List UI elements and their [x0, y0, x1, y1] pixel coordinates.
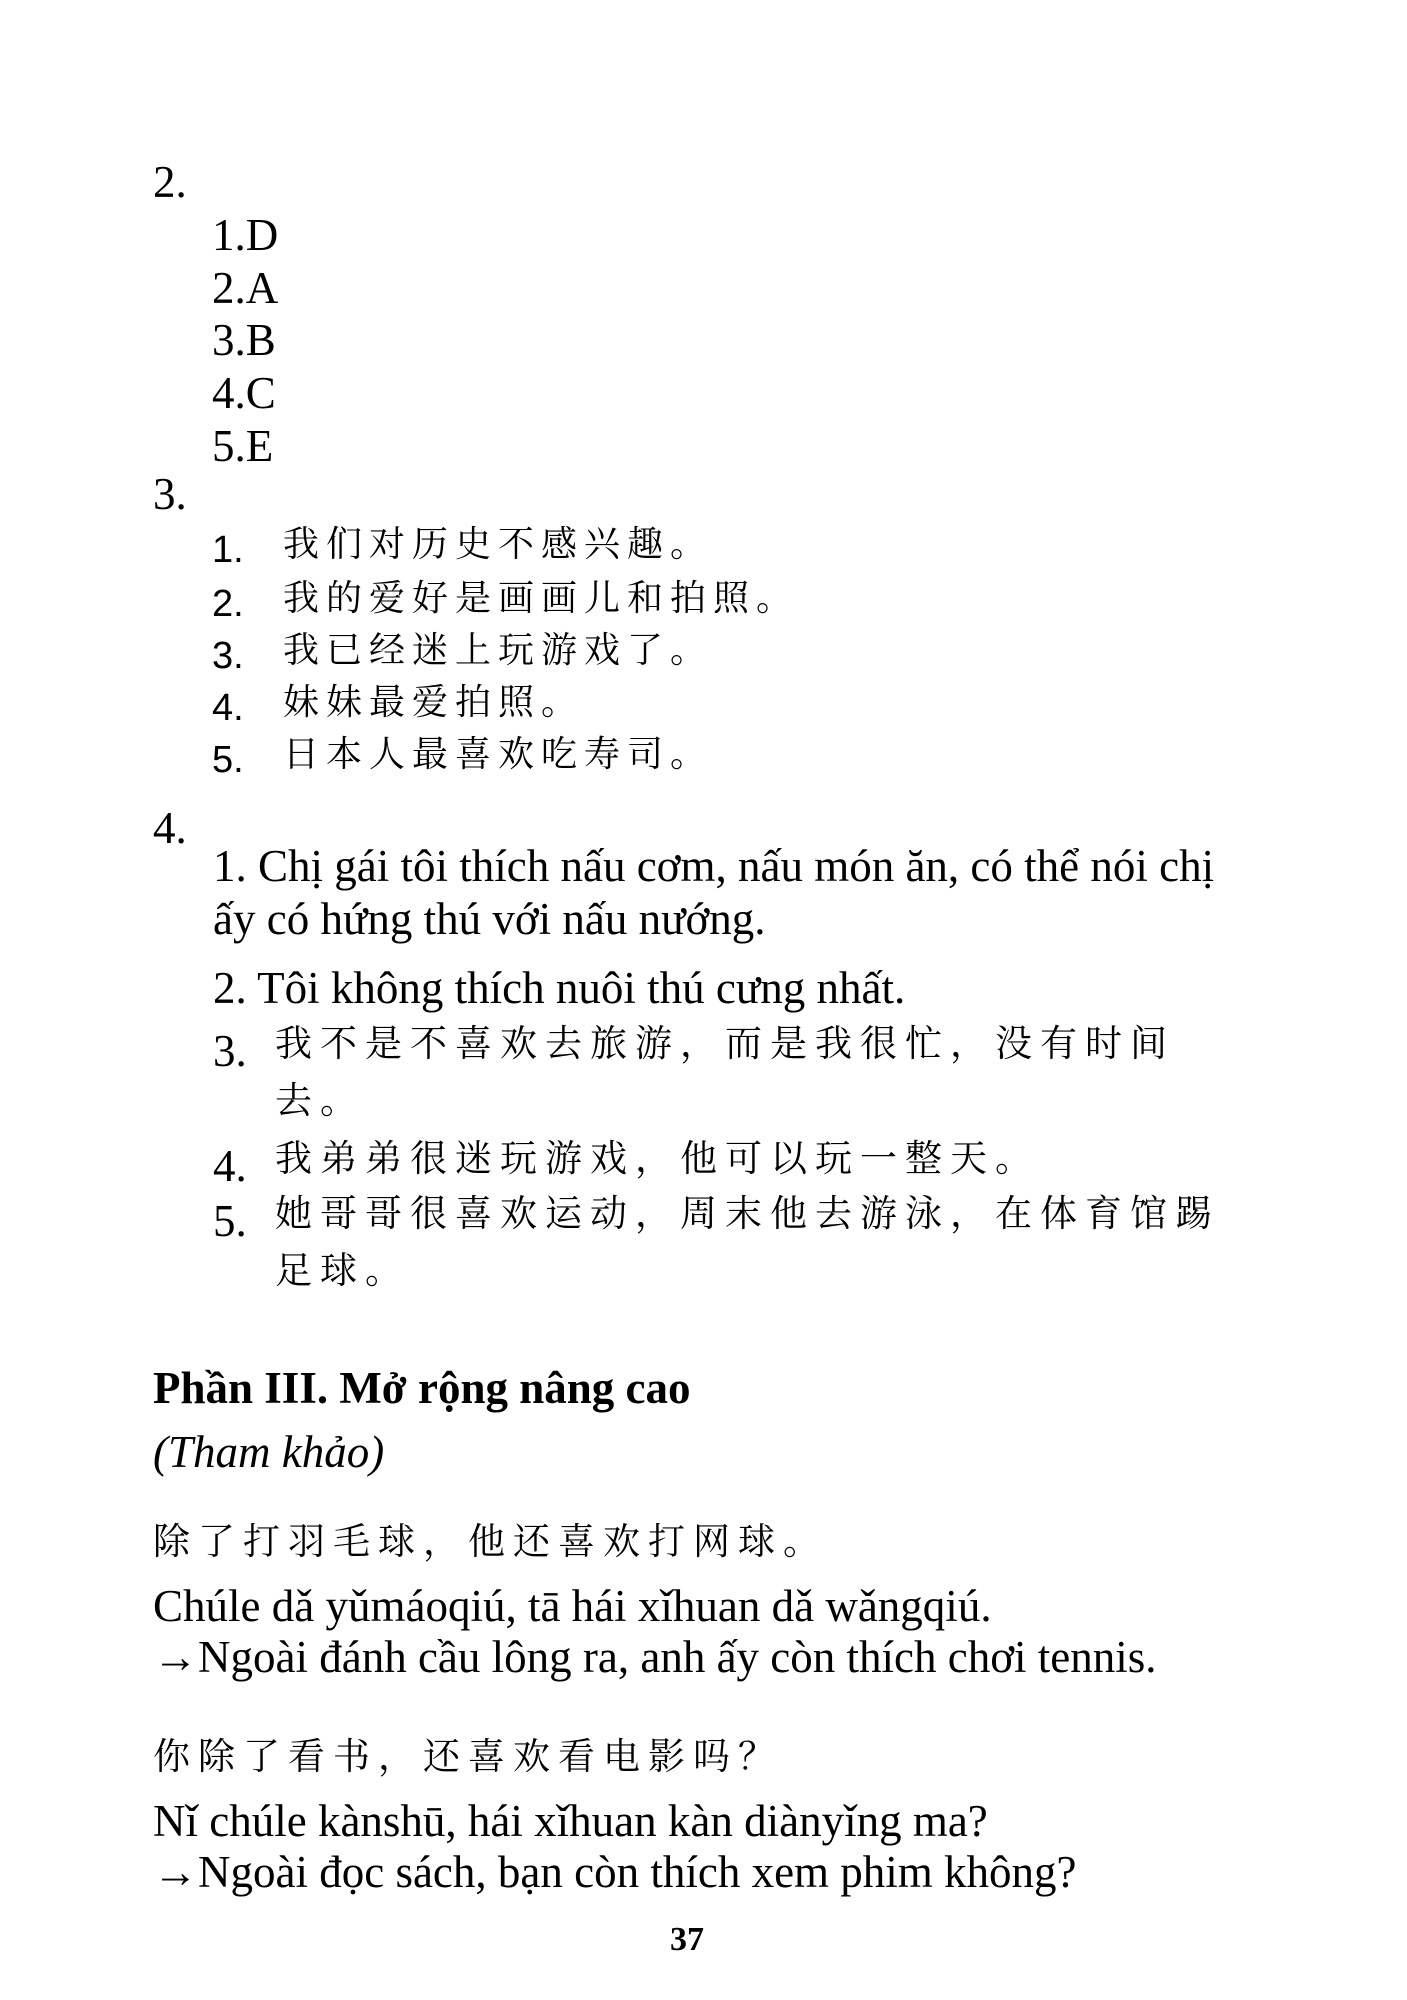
exercise-3-item-number: 3. — [212, 635, 244, 677]
exercise-2-answer: 2.A — [212, 263, 279, 313]
exercise-4-item-line: ấy có hứng thú với nấu nướng. — [213, 894, 766, 944]
exercise-4-label: 4. — [153, 803, 187, 853]
page-number: 37 — [670, 1921, 704, 1958]
exercise-4-item-line: 2. Tôi không thích nuôi thú cưng nhất. — [213, 963, 906, 1013]
exercise-4-item-line: 她哥哥很喜欢运动，周末他去游泳，在体育馆踢 — [275, 1192, 1220, 1235]
exercise-2-answer: 1.D — [212, 210, 279, 260]
exercise-2-answer: 5.E — [212, 421, 274, 471]
exercise-4-item-line: 去。 — [275, 1079, 365, 1122]
example-pinyin: Chúle dǎ yǔmáoqiú, tā hái xǐhuan dǎ wǎngqiú. — [153, 1581, 992, 1631]
exercise-4-item-line: 足球。 — [275, 1249, 410, 1292]
exercise-3-item-text: 我的爱好是画画儿和拍照。 — [283, 578, 800, 619]
exercise-4-item-line: 我不是不喜欢去旅游，而是我很忙，没有时间 — [275, 1022, 1175, 1065]
exercise-3-item-number: 1. — [212, 529, 244, 571]
exercise-2-label: 2. — [153, 157, 187, 207]
example-chinese: 除了打羽毛球，他还喜欢打网球。 — [153, 1520, 828, 1563]
exercise-2-answer: 3.B — [212, 315, 276, 365]
exercise-4-item-number: 5. — [213, 1196, 247, 1246]
exercise-3-item-text: 我们对历史不感兴趣。 — [283, 524, 714, 565]
exercise-4-item-number: 3. — [213, 1026, 247, 1076]
exercise-3-item-number: 5. — [212, 739, 244, 781]
exercise-4-item-line: 我弟弟很迷玩游戏，他可以玩一整天。 — [275, 1137, 1040, 1180]
exercise-4-item-line: 1. Chị gái tôi thích nấu cơm, nấu món ăn, có thể nói chị — [213, 841, 1215, 891]
exercise-3-label: 3. — [153, 469, 187, 519]
exercise-2-answer: 4.C — [212, 368, 276, 418]
section-heading: Phần III. Mở rộng nâng cao — [153, 1363, 691, 1413]
example-pinyin: Nǐ chúle kànshū, hái xǐhuan kàn diànyǐng ma? — [153, 1796, 988, 1846]
example-translation: →Ngoài đánh cầu lông ra, anh ấy còn thích chơi tennis. — [153, 1632, 1157, 1682]
exercise-3-item-text: 妹妹最爱拍照。 — [283, 682, 585, 723]
exercise-3-item-text: 我已经迷上玩游戏了。 — [283, 630, 714, 671]
exercise-3-item-number: 2. — [212, 583, 244, 625]
example-translation: →Ngoài đọc sách, bạn còn thích xem phim không? — [153, 1847, 1077, 1897]
exercise-3-item-text: 日本人最喜欢吃寿司。 — [283, 734, 714, 775]
section-note: (Tham khảo) — [153, 1427, 385, 1477]
exercise-4-item-number: 4. — [213, 1141, 247, 1191]
exercise-3-item-number: 4. — [212, 687, 244, 729]
example-chinese: 你除了看书，还喜欢看电影吗？ — [153, 1735, 783, 1778]
